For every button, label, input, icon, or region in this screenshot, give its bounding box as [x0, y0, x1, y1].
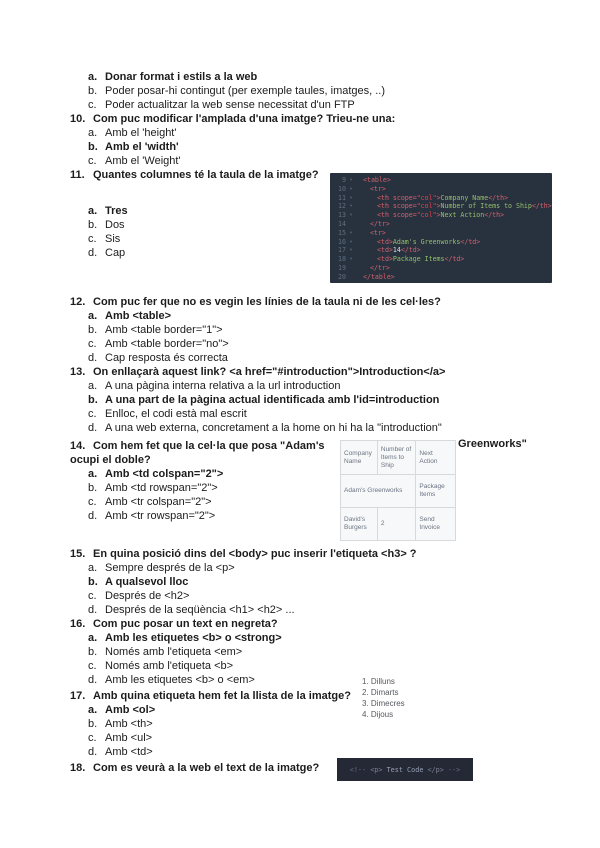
- table-cell: Number of Items to Ship: [377, 441, 416, 475]
- line-number: 12: [338, 202, 346, 211]
- option-letter: a.: [88, 468, 98, 480]
- question-12: [70, 295, 562, 365]
- option-letter: c.: [88, 99, 97, 111]
- option-text: Amb <tr colspan="2">: [105, 496, 212, 508]
- question-number: 18.: [70, 762, 86, 774]
- option-letter: d.: [88, 674, 98, 686]
- option-row: [70, 309, 562, 323]
- question-number: 10.: [70, 113, 86, 125]
- option-row: [70, 126, 562, 140]
- option-row: [70, 98, 562, 112]
- option-row: [70, 379, 562, 393]
- question-title: 14. Com hem fet que la cel·la que posa "Adam's: [70, 440, 325, 452]
- option-text: Enlloc, el codi està mal escrit: [105, 408, 247, 420]
- option-row: [70, 140, 562, 154]
- option-letter: d.: [88, 247, 98, 259]
- question-number: 13.: [70, 366, 86, 378]
- option-letter: d.: [88, 746, 98, 758]
- option-row: [70, 84, 562, 98]
- modified-marker: •: [349, 246, 353, 255]
- line-number: 20: [338, 272, 346, 281]
- modified-marker: •: [349, 176, 353, 184]
- option-row: [70, 645, 562, 659]
- question-number: 16.: [70, 618, 86, 630]
- code-line: 14 </tr>: [330, 220, 552, 229]
- question-title-continuation: Greenworks": [458, 438, 527, 450]
- option-row: [70, 703, 562, 717]
- option-letter: a.: [88, 127, 98, 139]
- option-row: [70, 337, 562, 351]
- question-number: 12.: [70, 296, 86, 308]
- question-17: [70, 689, 562, 759]
- option-letter: c.: [88, 660, 97, 672]
- line-number: 11: [338, 193, 346, 202]
- option-row: [70, 575, 562, 589]
- option-letter: c.: [88, 233, 97, 245]
- option-letter: b.: [88, 324, 98, 336]
- option-row: [70, 603, 562, 617]
- p-open-tag: <p>: [370, 765, 383, 774]
- question-14: [70, 439, 562, 523]
- question-title: 18. Com es veurà a la web el text de la imatge?: [70, 762, 320, 774]
- option-text: Sempre després de la <p>: [105, 562, 235, 574]
- option-letter: b.: [88, 718, 98, 730]
- code-line: 15 • <tr>: [330, 229, 552, 238]
- code-line: 13 • <th scope="col">Next Action</th>: [330, 211, 552, 220]
- question-title: 12. Com puc fer que no es vegin les línies de la taula ni de les cel·les?: [70, 296, 441, 308]
- code-line: 11 • <th scope="col">Company Name</th>: [330, 194, 552, 203]
- option-row: [70, 351, 562, 365]
- modified-marker: [346, 220, 356, 229]
- question-13: [70, 365, 562, 435]
- question-number: 14.: [70, 440, 86, 452]
- table-cell: Package Items: [416, 475, 456, 508]
- list-item: 4. Dijous: [362, 710, 394, 719]
- line-number: 10: [338, 184, 346, 193]
- option-letter: a.: [88, 380, 98, 392]
- option-row: [70, 393, 562, 407]
- comment-text: Test Code: [382, 765, 428, 774]
- code-line: 19 </tr>: [330, 264, 552, 273]
- weekday-list-screenshot: [362, 676, 405, 720]
- option-row: [70, 717, 562, 731]
- code-line: 12 • <th scope="col">Number of Items to Ship</th>: [330, 202, 552, 211]
- code-line: 10 • <tr>: [330, 185, 552, 194]
- question-title: 17. Amb quina etiqueta hem fet la llista de la imatge?: [70, 690, 351, 702]
- option-row: [70, 70, 562, 84]
- code-line: 9 • <table>: [330, 176, 552, 185]
- option-text: Només amb l'etiqueta <b>: [105, 660, 234, 672]
- question-title: 13. On enllaçarà aquest link? <a href="#introduction">Introduction</a>: [70, 366, 446, 378]
- option-letter: b.: [88, 646, 98, 658]
- option-text: A una web externa, concretament a la home on hi ha la "introduction": [105, 422, 442, 434]
- option-row: [70, 745, 562, 759]
- option-text: Poder posar-hi contingut (per exemple taules, imatges, ..): [105, 85, 386, 97]
- modified-marker: •: [349, 255, 353, 264]
- question-10: [70, 112, 562, 168]
- question-number: 17.: [70, 690, 86, 702]
- option-text: A una part de la pàgina actual identificada amb l'id=introduction: [105, 394, 440, 406]
- option-text: A una pàgina interna relativa a la url introduction: [105, 380, 341, 392]
- list-item: 1. Dilluns: [362, 677, 395, 686]
- option-letter: c.: [88, 496, 97, 508]
- option-letter: d.: [88, 352, 98, 364]
- question-title: 16. Com puc posar un text en negreta?: [70, 618, 278, 630]
- code-line: 20 </table>: [330, 273, 552, 282]
- option-text: Dos: [105, 219, 125, 231]
- option-row: [70, 561, 562, 575]
- rendered-table-screenshot: [340, 440, 456, 540]
- option-letter: c.: [88, 155, 97, 167]
- option-text: Després de la seqüència <h1> <h2> ...: [105, 604, 295, 616]
- option-text: Amb <ol>: [105, 704, 156, 716]
- question-number: 11.: [70, 169, 85, 181]
- option-text: Amb <td>: [105, 746, 153, 758]
- question-18: [70, 761, 562, 775]
- table-cell: Company Name: [341, 441, 378, 475]
- table-cell: Next Action: [416, 441, 456, 475]
- option-row: [70, 154, 562, 168]
- question-title: 11. Quantes columnes té la taula de la imatge?: [70, 169, 319, 181]
- option-text: Només amb l'etiqueta <em>: [105, 646, 243, 658]
- line-number: 18: [338, 255, 346, 264]
- option-text: Cap resposta és correcta: [105, 352, 228, 364]
- option-text: Cap: [105, 247, 126, 259]
- modified-marker: [346, 264, 356, 273]
- code-line: 16 • <td>Adam's Greenworks</td>: [330, 238, 552, 247]
- option-text: Amb el 'width': [105, 141, 179, 153]
- option-text: Poder actualitzar la web sense necessitat d'un FTP: [105, 99, 355, 111]
- option-letter: b.: [88, 394, 98, 406]
- option-text: Després de <h2>: [105, 590, 190, 602]
- option-letter: d.: [88, 510, 98, 522]
- list-item: 2. Dimarts: [362, 688, 399, 697]
- question-title-line2: ocupi el doble?: [70, 454, 151, 466]
- option-letter: a.: [88, 71, 98, 83]
- option-row: [70, 481, 562, 495]
- question-title: 15. En quina posició dins del <body> puc inserir l'etiqueta <h3> ?: [70, 548, 417, 560]
- table-cell: 2: [377, 508, 416, 541]
- option-row: [70, 673, 562, 687]
- option-text: Sis: [105, 233, 121, 245]
- modified-marker: •: [349, 184, 353, 193]
- option-row: [70, 495, 562, 509]
- question-9-options: [70, 70, 562, 112]
- option-row: [70, 421, 562, 435]
- table-cell: Send Invoice: [416, 508, 456, 541]
- option-letter: d.: [88, 422, 98, 434]
- code-editor-screenshot: [330, 173, 552, 283]
- option-text: Amb <table border="1">: [105, 324, 223, 336]
- option-text: Amb <table>: [105, 310, 172, 322]
- option-letter: c.: [88, 732, 97, 744]
- comment-close: -->: [443, 765, 461, 774]
- modified-marker: [346, 273, 356, 282]
- option-text: Amb el 'height': [105, 127, 177, 139]
- option-letter: a.: [88, 562, 98, 574]
- line-number: 16: [338, 237, 346, 246]
- option-row: [70, 467, 562, 481]
- option-row: [70, 407, 562, 421]
- option-text: Amb <td colspan="2">: [105, 468, 224, 480]
- option-letter: a.: [88, 310, 98, 322]
- option-text: Amb <tr rowspan="2">: [105, 510, 216, 522]
- option-letter: c.: [88, 590, 97, 602]
- comment-code-screenshot: [337, 758, 473, 781]
- option-letter: a.: [88, 205, 98, 217]
- list-item: 3. Dimecres: [362, 699, 405, 708]
- modified-marker: •: [349, 228, 353, 237]
- table-cell-merged: Adam's Greenworks: [341, 475, 416, 508]
- option-text: Amb les etiquetes <b> o <em>: [105, 674, 255, 686]
- code-line: 18 • <td>Package Items</td>: [330, 255, 552, 264]
- modified-marker: •: [349, 193, 353, 202]
- option-text: Donar format i estils a la web: [105, 71, 258, 83]
- option-letter: b.: [88, 482, 98, 494]
- option-text: Tres: [105, 205, 128, 217]
- modified-marker: •: [349, 211, 353, 220]
- option-text: Amb <td rowspan="2">: [105, 482, 218, 494]
- comment-open: <!--: [349, 765, 371, 774]
- option-letter: b.: [88, 141, 98, 153]
- option-letter: d.: [88, 604, 98, 616]
- option-text: Amb <ul>: [105, 732, 153, 744]
- modified-marker: •: [349, 202, 353, 211]
- option-letter: a.: [88, 704, 98, 716]
- line-number: 15: [338, 228, 346, 237]
- option-letter: c.: [88, 338, 97, 350]
- option-letter: b.: [88, 85, 98, 97]
- option-text: Amb <table border="no">: [105, 338, 229, 350]
- option-row: [70, 323, 562, 337]
- option-text: Amb el 'Weight': [105, 155, 181, 167]
- option-text: Amb <th>: [105, 718, 153, 730]
- line-number: 9: [342, 176, 346, 184]
- question-title: 10. Com puc modificar l'amplada d'una imatge? Trieu-ne una:: [70, 113, 396, 125]
- line-number: 14: [338, 219, 346, 228]
- code-line: 17 • <td>14</td>: [330, 246, 552, 255]
- option-row: [70, 589, 562, 603]
- option-text: Amb les etiquetes <b> o <strong>: [105, 632, 282, 644]
- option-letter: a.: [88, 632, 98, 644]
- question-15: [70, 547, 562, 617]
- line-number: 13: [338, 211, 346, 220]
- option-row: [70, 631, 562, 645]
- modified-marker: •: [349, 237, 353, 246]
- option-letter: b.: [88, 219, 98, 231]
- code-snippet-lines: [330, 176, 552, 282]
- option-letter: c.: [88, 408, 97, 420]
- question-16: [70, 617, 562, 687]
- option-text: A qualsevol lloc: [105, 576, 189, 588]
- line-number: 17: [338, 246, 346, 255]
- table-cell: David's Burgers: [341, 508, 378, 541]
- question-number: 15.: [70, 548, 86, 560]
- p-close-tag: </p>: [427, 765, 444, 774]
- option-row: [70, 659, 562, 673]
- option-letter: b.: [88, 576, 98, 588]
- option-row: [70, 731, 562, 745]
- line-number: 19: [338, 263, 346, 272]
- option-row: [70, 509, 562, 523]
- quiz-content: [70, 62, 562, 775]
